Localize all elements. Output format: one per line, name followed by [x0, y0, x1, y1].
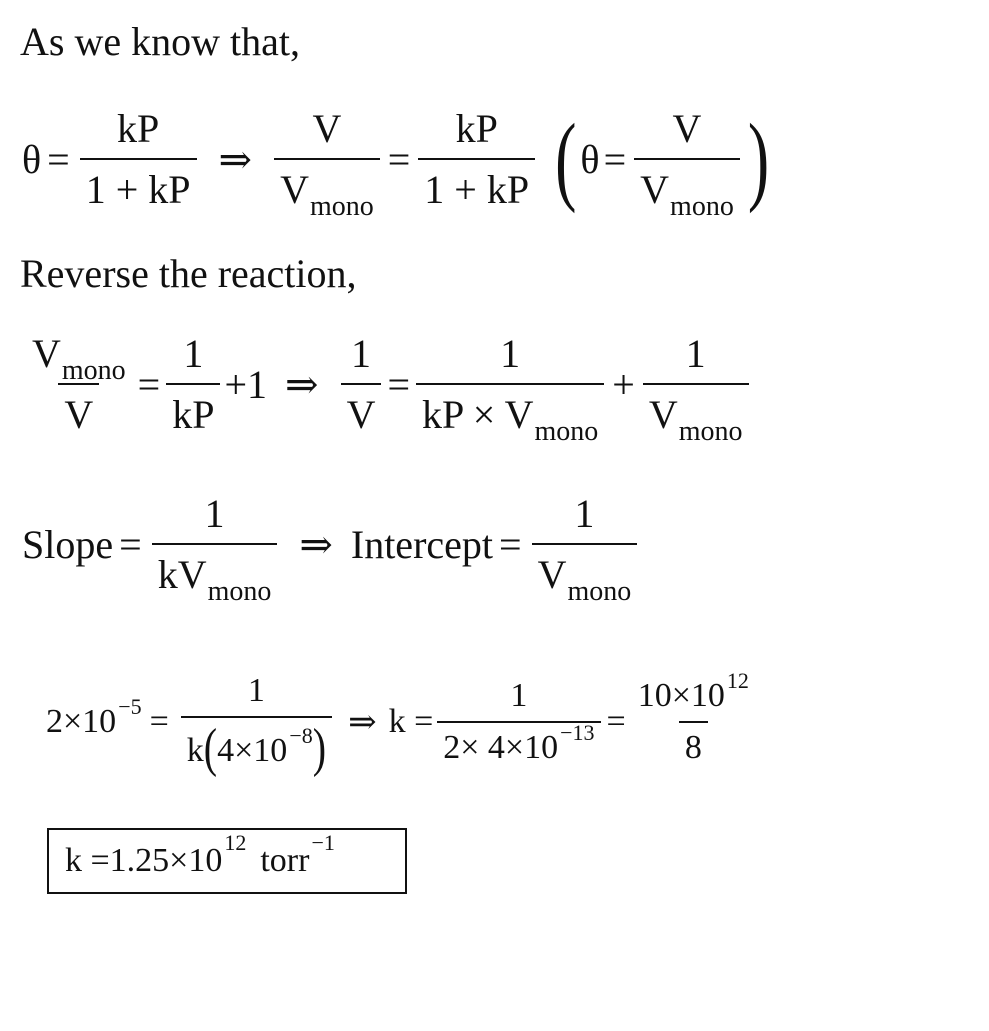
intro-text: As we know that, — [20, 19, 300, 64]
equation-k-calculation — [46, 667, 759, 778]
implies-arrow: ⇒ — [285, 361, 319, 407]
v-symbol: V — [537, 552, 567, 597]
v-symbol: V — [32, 331, 61, 376]
fraction-vmono-v — [26, 330, 132, 438]
mono-subscript: mono — [309, 191, 374, 222]
equals-sign: = — [387, 361, 411, 407]
denominator — [416, 383, 604, 447]
kp-times-v: kP × V — [422, 392, 534, 437]
fraction-one-vmono — [532, 490, 638, 607]
denominator: 1 + kP — [80, 158, 197, 213]
lhs-exponent: −5 — [118, 693, 142, 719]
denominator — [181, 716, 332, 778]
result-unit: torr — [260, 842, 310, 879]
equals-sign: = — [137, 361, 161, 407]
denominator: 8 — [679, 721, 708, 767]
fraction-one-kvmono — [152, 490, 278, 607]
inner-base: 4×10 — [217, 732, 288, 769]
result-unit-exponent: −1 — [311, 830, 335, 855]
fraction-kp — [80, 105, 197, 213]
fraction-10e12-8 — [632, 667, 755, 767]
denominator — [152, 543, 278, 607]
den-exponent: −13 — [560, 719, 595, 745]
den-base: 2× 4×10 — [443, 728, 559, 766]
k-symbol: k — [186, 732, 204, 769]
numerator: 1 — [247, 672, 265, 709]
equals-sign: = — [149, 702, 169, 740]
numerator — [26, 330, 132, 386]
equals-sign: = — [47, 136, 70, 182]
numerator: V — [672, 106, 702, 151]
numerator: 1 — [204, 491, 225, 536]
equation-reciprocal — [22, 330, 753, 447]
numerator: 1 — [500, 331, 521, 376]
num-exponent: 12 — [726, 667, 749, 693]
denominator — [643, 383, 749, 447]
numerator: 1 — [574, 491, 595, 536]
denominator — [634, 158, 740, 222]
denominator: V — [58, 383, 99, 438]
equation-langmuir — [22, 103, 773, 222]
intercept-label: Intercept — [350, 521, 494, 567]
denominator — [437, 721, 600, 767]
denominator: V — [341, 383, 382, 438]
fraction-one-2x4e-13 — [437, 677, 600, 767]
num-base: 10×10 — [637, 676, 725, 714]
result-exponent: 12 — [224, 830, 247, 855]
slope-label: Slope — [22, 521, 114, 567]
equals-sign: = — [606, 702, 626, 740]
kv-symbol: kV — [157, 552, 207, 597]
right-paren: ) — [312, 717, 327, 778]
fraction-v-vmono-2 — [634, 105, 740, 222]
fraction-v-vmono — [274, 105, 380, 222]
equals-sign: = — [499, 521, 522, 567]
implies-arrow: ⇒ — [218, 136, 253, 182]
denominator — [274, 158, 380, 222]
numerator: 1 — [510, 676, 528, 714]
denominator — [532, 543, 638, 607]
fraction-one-kp-vmono — [416, 330, 604, 447]
equals-sign: = — [387, 136, 411, 182]
v-symbol: V — [640, 167, 670, 212]
equation-slope-intercept — [22, 490, 641, 607]
numerator: kP — [117, 106, 160, 151]
numerator: V — [312, 106, 342, 151]
denominator: kP — [166, 383, 220, 438]
left-paren: ( — [555, 103, 577, 214]
k-equals: k = — [388, 702, 434, 740]
v-symbol: V — [648, 392, 678, 437]
fraction-one-vmono — [643, 330, 749, 447]
fraction-one-k-4e-8 — [181, 672, 332, 778]
mono-subscript: mono — [207, 576, 272, 607]
numerator: 1 — [685, 331, 706, 376]
v-symbol: V — [280, 167, 309, 212]
fraction-one-v — [341, 330, 382, 438]
mono-subscript: mono — [678, 416, 743, 447]
numerator: 1 — [351, 331, 371, 376]
left-paren: ( — [203, 717, 218, 778]
implies-arrow: ⇒ — [348, 703, 377, 741]
numerator: 1 — [183, 331, 204, 376]
numerator — [632, 667, 755, 721]
numerator: kP — [455, 106, 498, 151]
theta-symbol: θ — [22, 136, 42, 182]
right-paren: ) — [747, 103, 770, 214]
equals-sign: = — [603, 136, 627, 182]
theta-symbol: θ — [580, 136, 600, 182]
lhs-value — [46, 693, 142, 741]
result-base: k =1.25×10 — [65, 842, 223, 879]
mono-subscript: mono — [534, 416, 599, 447]
fraction-one-kp — [166, 330, 220, 438]
plus-sign: + — [612, 361, 635, 407]
equals-sign: = — [119, 521, 142, 567]
mono-subscript: mono — [670, 191, 734, 222]
mono-subscript: mono — [61, 355, 126, 386]
implies-arrow: ⇒ — [299, 521, 333, 567]
mono-subscript: mono — [567, 576, 632, 607]
result-box — [47, 828, 407, 894]
reverse-text: Reverse the reaction, — [20, 251, 357, 296]
denominator: 1 + kP — [418, 158, 535, 213]
fraction-kp-2 — [418, 105, 535, 213]
inner-exponent: −8 — [289, 723, 313, 748]
plus-one: +1 — [224, 361, 268, 407]
lhs-base: 2×10 — [46, 702, 117, 740]
